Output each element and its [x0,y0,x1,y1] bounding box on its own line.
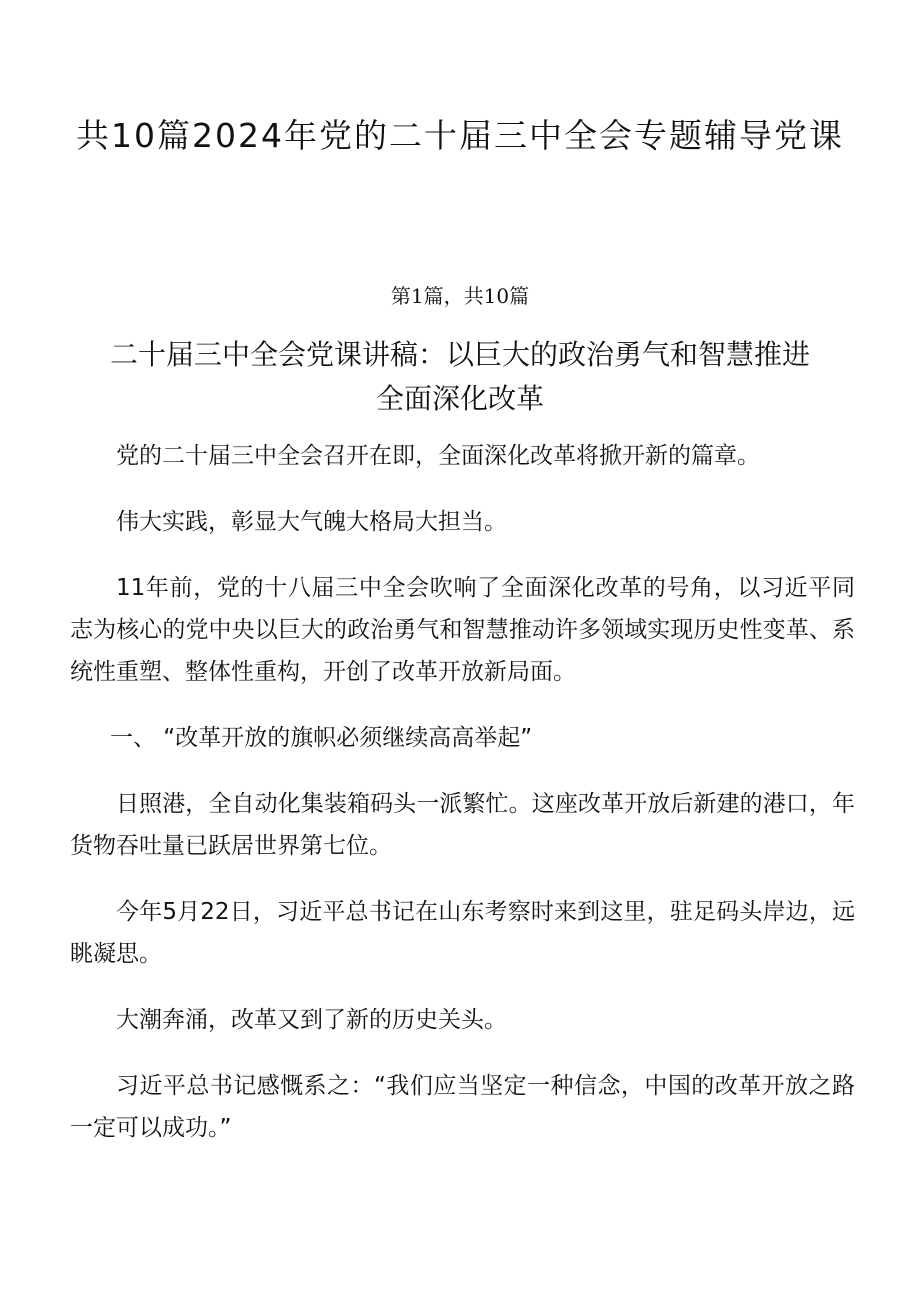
part-label: 第1篇，共10篇 [390,284,530,308]
paragraph: 党的二十届三中全会召开在即，全面深化改革将掀开新的篇章。 [116,443,760,469]
article-title: 二十届三中全会党课讲稿：以巨大的政治勇气和智慧推进全面深化改革 [110,338,811,415]
paragraph: 11年前，党的十八届三中全会吹响了全面深化改革的号角，以习近平同志为核心的党中央以巨大的政治勇气和智慧推动许多领域实现历史性变革、系统性重塑、整体性重构，开创了改革开放新局面。 [70,575,855,685]
paragraph: 习近平总书记感慨系之：“我们应当坚定一种信念，中国的改革开放之路一定可以成功。” [70,1073,855,1141]
paragraph: 伟大实践，彰显大气魄大格局大担当。 [116,509,507,535]
article-body [70,435,855,1173]
paragraph: 今年5月22日，习近平总书记在山东考察时来到这里，驻足码头岸边，远眺凝思。 [70,899,855,967]
paragraph: 大潮奔涌，改革又到了新的历史关头。 [116,1007,507,1033]
paragraph: 日照港，全自动化集装箱码头一派繁忙。这座改革开放后新建的港口，年货物吞吐量已跃居世界第七位。 [70,791,855,859]
document-title: 共10篇2024年党的二十届三中全会专题辅导党课 [76,116,844,155]
section-heading: 一、 “改革开放的旗帜必须继续高高举起” [110,725,533,751]
